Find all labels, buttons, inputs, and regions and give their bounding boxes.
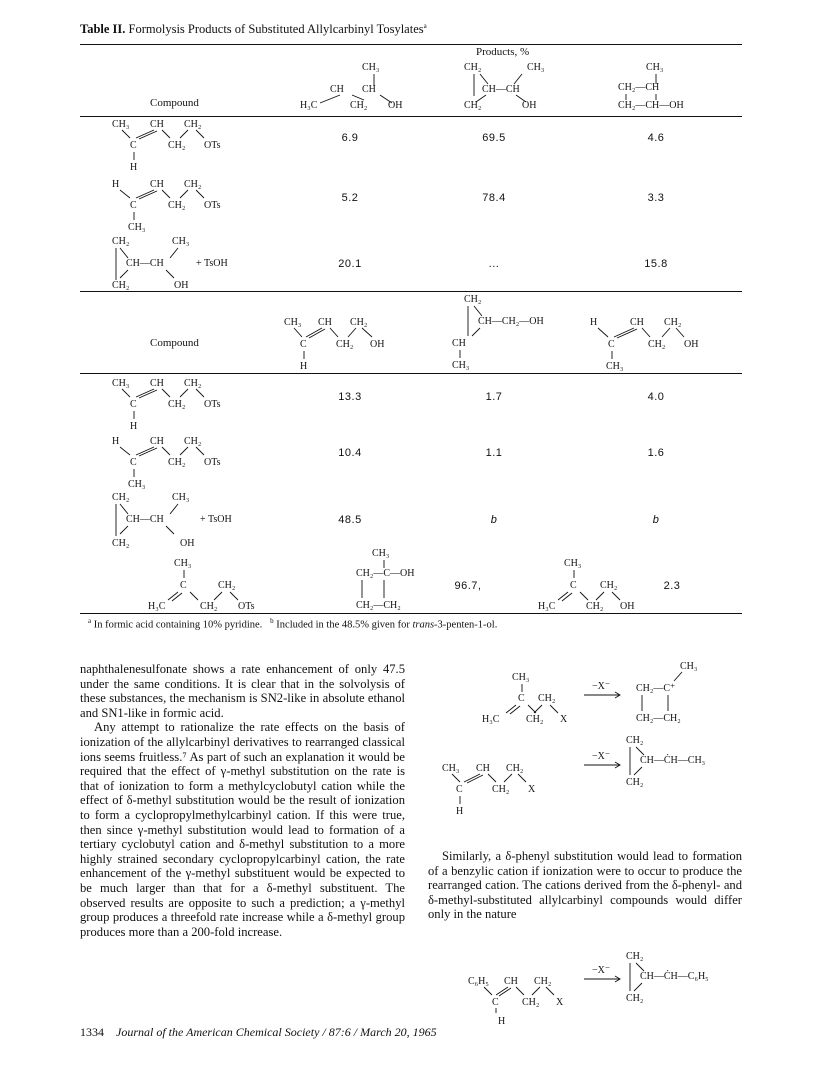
chem-label: H₃C	[538, 601, 556, 612]
products-header: Products, %	[476, 46, 530, 58]
chem-label: CH₂	[648, 339, 666, 350]
chem-label: CH	[362, 84, 376, 95]
cell: 4.6	[647, 132, 665, 144]
chem-label: CH₂	[626, 777, 644, 788]
cell: ...	[488, 258, 500, 270]
compound-header-2: Compound	[150, 337, 199, 349]
chem-label: CH₂	[184, 179, 202, 190]
chem-label: H	[130, 421, 138, 432]
chem-label: CH₂	[586, 601, 604, 612]
chem-label: C₆H₅	[468, 976, 489, 987]
part2-top-rule	[80, 291, 742, 292]
table-footnotes	[88, 617, 497, 631]
chem-label: H	[112, 179, 120, 190]
chem-label: X	[560, 714, 568, 725]
footnote-b-italic: trans	[412, 619, 435, 631]
table-label: Table II.	[80, 22, 126, 37]
chem-label: CH₂	[112, 538, 130, 549]
chem-label: CH₂	[184, 378, 202, 389]
chem-label: CH₂	[534, 976, 552, 987]
cell: 2.3	[663, 580, 681, 592]
chem-label: CH₃	[452, 360, 470, 371]
chem-label: H₃C	[300, 100, 318, 111]
chem-label: X	[556, 997, 564, 1008]
cell: 1.1	[485, 447, 503, 459]
cell: 6.9	[341, 132, 359, 144]
cell: 1.7	[485, 391, 503, 403]
chem-label: OTs	[204, 457, 221, 468]
left-column	[80, 662, 405, 939]
cell: 3.3	[647, 192, 665, 204]
chem-label: CH₂	[168, 399, 186, 410]
chem-label: H₃C	[482, 714, 500, 725]
footnote-b: Included in the 48.5% given for	[276, 619, 413, 631]
page-number: 1334	[80, 1025, 104, 1039]
chem-label: OH	[522, 100, 537, 111]
chem-label: CH₂	[184, 119, 202, 130]
chem-label: H	[130, 162, 138, 173]
cell: 15.8	[644, 258, 668, 270]
chem-label: CH₂	[112, 492, 130, 503]
chem-label: CH	[630, 317, 644, 328]
cell: 10.4	[338, 447, 362, 459]
chem-label: −X⁻	[592, 751, 611, 762]
chem-label: CH₃	[172, 492, 190, 503]
chem-label: OH	[180, 538, 195, 549]
journal-issue: 87:6	[328, 1025, 351, 1039]
chem-label: CH₂	[538, 693, 556, 704]
chem-label: C	[130, 399, 137, 410]
journal-date: March 20, 1965	[360, 1025, 437, 1039]
footnote-mark: a	[88, 617, 92, 625]
chem-label: CH₂	[350, 317, 368, 328]
chem-label: CH₃	[174, 558, 192, 569]
chem-label: CH₃	[442, 763, 460, 774]
chem-label: CH₃	[512, 672, 530, 683]
chem-label: H	[456, 806, 464, 817]
footnote-mark: b	[270, 617, 274, 625]
table-bottom-rule	[80, 613, 742, 614]
chem-label: OTs	[204, 399, 221, 410]
caption-footnote-mark: a	[423, 22, 427, 30]
chem-label: OH	[684, 339, 699, 350]
chem-label: CH₃	[172, 236, 190, 247]
cell: 78.4	[482, 192, 506, 204]
chem-label: CH₃	[284, 317, 302, 328]
chem-label: CH₃	[606, 361, 624, 372]
footnote-a: In formic acid containing 10% pyridine.	[93, 619, 263, 631]
chem-label: CH₃	[372, 548, 390, 559]
chem-label: CH₂	[506, 763, 524, 774]
chem-label: CH	[318, 317, 332, 328]
chem-label: CH—ĊH—CH₃	[640, 755, 706, 766]
chem-label: CH₃	[128, 479, 146, 490]
chem-label: CH₃	[112, 119, 130, 130]
chem-label: CH—CH₂—OH	[478, 316, 544, 327]
chem-label: OH	[174, 280, 189, 291]
chem-label: CH₂—CH—OH	[618, 100, 684, 111]
chem-label: C	[492, 997, 499, 1008]
chem-label: CH₃	[128, 222, 146, 233]
chem-label: OH	[388, 100, 403, 111]
chem-label: CH₂	[626, 993, 644, 1004]
chem-label: CH	[330, 84, 344, 95]
chem-label: CH₂—CH₂	[356, 600, 401, 611]
chem-label: CH—CH	[126, 514, 164, 525]
cell: 4.0	[647, 391, 665, 403]
paragraph: naphthalenesulfonate shows a rate enhancement of only 47.5 under the same conditions. It is clear that in the solvolysis of these substances, the mechanism is SN2-like in absolute ethanol and SN1-like in formic acid.	[80, 662, 405, 720]
chem-label: H	[300, 361, 308, 372]
cell: 20.1	[338, 258, 362, 270]
chem-label: CH	[150, 119, 164, 130]
chem-label: CH₂	[492, 784, 510, 795]
chem-label: CH—CH	[126, 258, 164, 269]
chem-label: C	[608, 339, 615, 350]
chem-label: CH₂	[464, 62, 482, 73]
chem-label: CH	[452, 338, 466, 349]
chem-label: CH₂	[464, 100, 482, 111]
journal-name: Journal of the American Chemical Society	[116, 1025, 320, 1039]
chem-label: −X⁻	[592, 681, 611, 692]
chem-label: CH₂	[168, 457, 186, 468]
chem-label: C	[518, 693, 525, 704]
chem-label: OH	[620, 601, 635, 612]
reaction-schemes	[430, 655, 750, 1015]
page-footer: 1334 Journal of the American Chemical Society / 87:6 / March 20, 1965	[80, 1025, 437, 1039]
chem-label: CH	[150, 179, 164, 190]
chem-label: CH₂	[350, 100, 368, 111]
chem-label: CH₂	[112, 280, 130, 291]
chem-label: CH₂	[112, 236, 130, 247]
chem-label-h: H	[498, 1016, 506, 1027]
chem-label: H	[112, 436, 120, 447]
chem-label: CH₂	[626, 735, 644, 746]
cell: 1.6	[647, 447, 665, 459]
cell: 69.5	[482, 132, 506, 144]
table-title: Formolysis Products of Substituted Allylcarbinyl Tosylates	[128, 22, 424, 37]
chem-label: CH₂	[336, 339, 354, 350]
cell: 96.7,	[454, 580, 482, 592]
chem-label: CH₃	[646, 62, 664, 73]
right-column	[428, 849, 742, 922]
compound-header-1: Compound	[150, 97, 199, 109]
chem-label: X	[528, 784, 536, 795]
footnote-b-end: -3-penten-1-ol.	[434, 619, 498, 631]
chem-label: CH—ĊH—C₆H₅	[640, 971, 709, 982]
chem-label: CH₂	[600, 580, 618, 591]
chem-label: C	[570, 580, 577, 591]
chem-label: CH	[150, 436, 164, 447]
chem-label: CH₂	[522, 997, 540, 1008]
chem-label: CH₃	[362, 62, 380, 73]
chem-label: CH₂—C⁺	[636, 683, 676, 694]
chem-label: CH₃	[527, 62, 545, 73]
chem-label: CH₂	[464, 294, 482, 305]
chem-label: CH₂	[200, 601, 218, 612]
chem-label: CH₂	[626, 951, 644, 962]
chem-label: CH₂	[526, 714, 544, 725]
chem-label: CH₂	[664, 317, 682, 328]
cell: 5.2	[341, 192, 359, 204]
chem-label: OTs	[204, 200, 221, 211]
part2-header-rule	[80, 373, 742, 374]
paragraph: Similarly, a δ-phenyl substitution would lead to formation of a benzylic cation if ionization were to occur to produce the rearranged cation. The cations derived from the δ-phenyl- and δ-methyl-substituted allylcarbinyl compounds would differ only in the nature	[428, 849, 742, 922]
chem-label: + TsOH	[196, 258, 228, 269]
chem-label: CH	[504, 976, 518, 987]
chem-label: OH	[370, 339, 385, 350]
cell: 48.5	[338, 514, 362, 526]
chem-label: CH₂	[168, 140, 186, 151]
chem-label: CH₂—CH₂	[636, 713, 681, 724]
paragraph: Any attempt to rationalize the rate effects on the basis of ionization of the allylcarbinyl derivatives to rearranged classical ions seems fruitless.⁷ As part of such an explanation it would be required that the effect of γ-methyl substitution on the rate is that of ionization to form a methylcyclobutyl cation while the effect of δ-methyl substitution would be the result of ionization to form a cyclopropylmethylcarbinyl cation. If this were true, then since γ-methyl substitution would lead to formation of a tertiary cyclobutyl cation and δ-methyl substitution to a more highly strained secondary cyclopropylcarbinyl cation, the rate enhancement of the γ-methyl substituent would be expected to be much larger than that for a δ-methyl substituent. The observed results are opposite to such a prediction; a γ-methyl group produces a threefold rate increase while a δ-methyl group produces more than a 200-fold increase.	[80, 720, 405, 939]
chem-label: C	[180, 580, 187, 591]
chem-label: C	[456, 784, 463, 795]
chem-label: CH₂—C—OH	[356, 568, 415, 579]
chem-label: CH—CH	[482, 84, 520, 95]
chem-label: CH₃	[564, 558, 582, 569]
chem-label: C	[130, 457, 137, 468]
chem-label: OTs	[238, 601, 255, 612]
chem-label: CH₃	[680, 661, 698, 672]
chem-label: H₃C	[148, 601, 166, 612]
chem-label: H	[590, 317, 598, 328]
chem-label: CH₂	[168, 200, 186, 211]
cell: b	[490, 514, 498, 526]
cell: b	[652, 514, 660, 526]
chem-label: CH₃	[112, 378, 130, 389]
chem-label: C	[130, 140, 137, 151]
chem-label: OTs	[204, 140, 221, 151]
chem-label: C	[130, 200, 137, 211]
chem-label: CH₂	[184, 436, 202, 447]
chem-label: CH	[476, 763, 490, 774]
chem-label: + TsOH	[200, 514, 232, 525]
chem-label: CH₂—CH	[618, 82, 660, 93]
chem-label: C	[300, 339, 307, 350]
chem-label: CH	[150, 378, 164, 389]
chem-label: CH₂	[218, 580, 236, 591]
cell: 13.3	[338, 391, 362, 403]
chem-label: −X⁻	[592, 965, 611, 976]
